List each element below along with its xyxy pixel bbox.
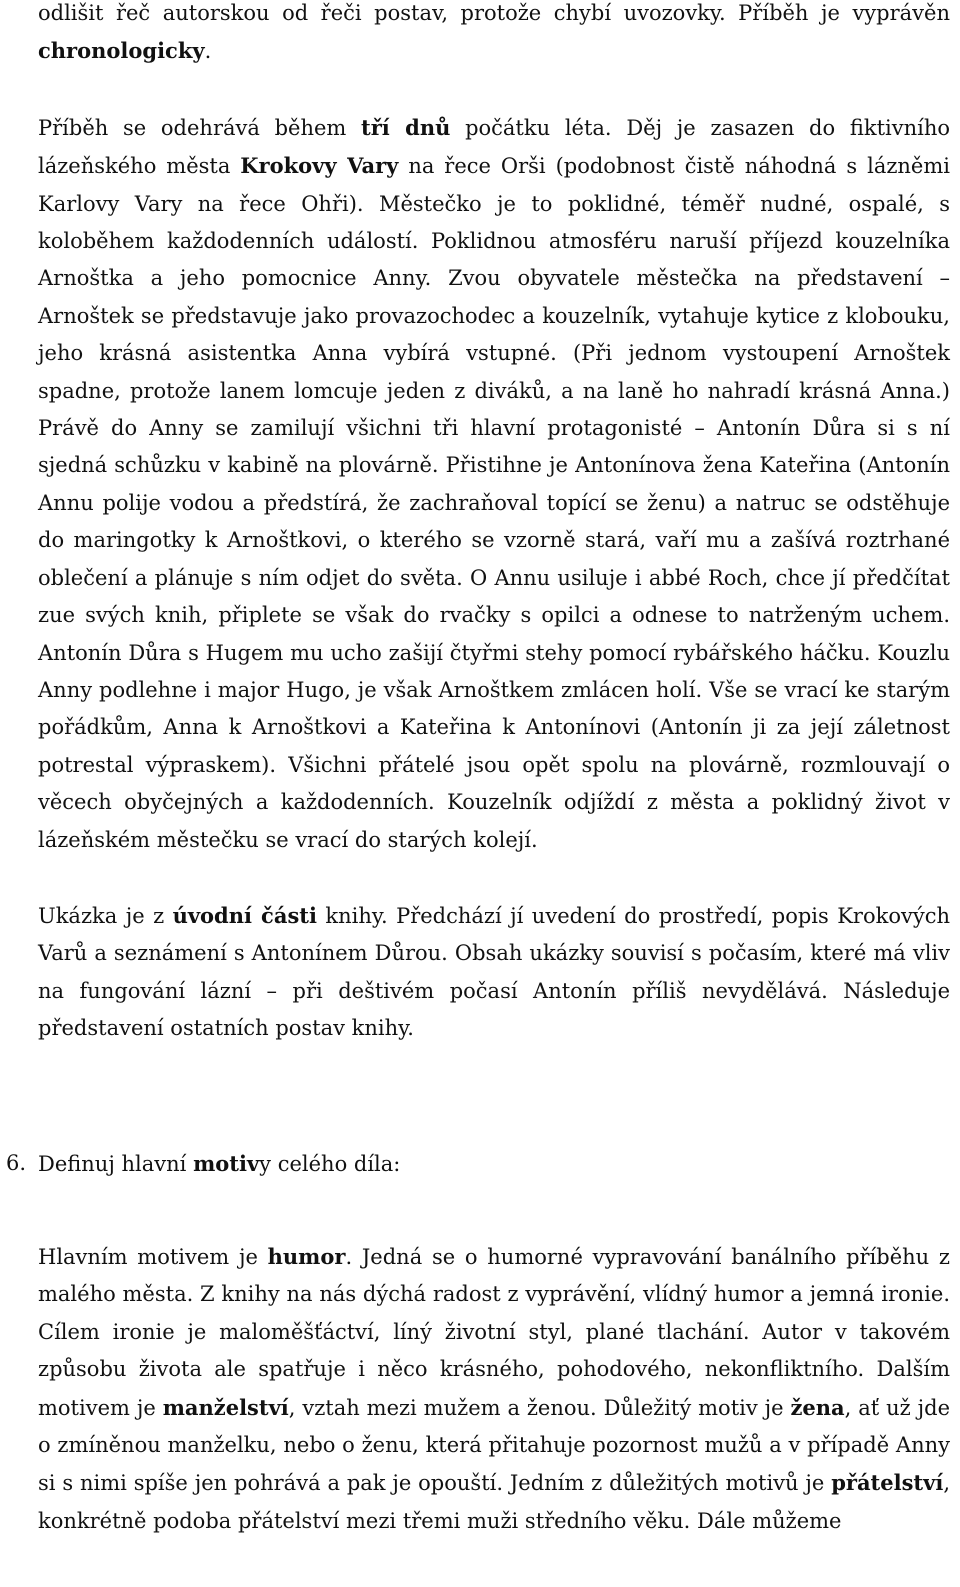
bold-term: motiv — [193, 1150, 260, 1176]
text: odlišit řeč autorskou od řeči postav, protože chybí uvozovky. Příběh je vyprávěn — [38, 1, 950, 25]
text: Ukázka je z — [38, 903, 173, 928]
text: Příběh se odehrává během — [38, 115, 362, 140]
bold-term: humor — [267, 1243, 346, 1269]
text: y celého díla: — [259, 1151, 401, 1176]
text: . — [204, 39, 212, 64]
text: Hlavním motivem je — [38, 1244, 268, 1269]
question-number: 6. — [6, 1150, 27, 1175]
text: , konkrétně podoba přátelství mezi třemi muži středního věku. Dále můžeme — [38, 1471, 950, 1533]
bold-term: Krokovy Vary — [240, 153, 399, 179]
bold-term: přátelství — [831, 1470, 944, 1496]
text: . Jedná se o humorné vypravování banálního příběhu z malého města. Z knihy na nás dýchá radost z vyprávění, vlídný humor a jemná ironie. Cílem ironie je maloměšťáctví, líný životní styl, plané tlachání. Autor v takovém způsobu života ale spatřuje i něco krásného, pohodového, nekonfliktního. Dalším motivem je — [38, 1244, 950, 1420]
paragraph-motifs — [38, 1238, 950, 1540]
paragraph-excerpt — [38, 897, 950, 1048]
document-page — [6, 0, 951, 1540]
bold-term: manželství — [162, 1394, 289, 1420]
text: knihy. Předchází jí uvedení do prostředí, popis Krokových Varů a seznámení s Antonínem Důrou. Obsah ukázky souvisí s počasím, které má vliv na fungování lázní – při deštivém počasí Antonín příliš nevydělává. Následuje představení ostatních postav knihy. — [38, 903, 950, 1041]
paragraph-narration — [38, 0, 950, 71]
paragraph-plot — [38, 109, 950, 859]
bold-term: úvodní části — [172, 902, 317, 928]
text: počátku léta. Děj je zasazen do fiktivního lázeňského města — [38, 115, 951, 179]
bold-term: žena — [790, 1394, 845, 1420]
text: , vztah mezi mužem a ženou. Důležitý motiv je — [288, 1395, 791, 1420]
text: Definuj hlavní — [38, 1151, 194, 1176]
bold-term: chronologicky — [38, 38, 205, 64]
question-6 — [6, 1145, 950, 1183]
text: , ať už jde o zmíněnou manželku, nebo o ženu, která přitahuje pozornost mužů a v případě Anny si s nimi spíše jen pohrává a pak je opouští. Jedním z důležitých motivů je — [38, 1395, 950, 1496]
bold-term: tří dnů — [361, 114, 451, 140]
text: na řece Orši (podobnost čistě náhodná s lázněmi Karlovy Vary na řece Ohři). Městečko je to poklidné, téměř nudné, ospalé, s koloběhem každodenních událostí. Poklidnou atmosféru naruší příjezd kouzelníka Arnoštka a jeho pomocnice Anny. Zvou obyvatele městečka na představení – Arnoštek se představuje jako provazochodec a kouzelník, vytahuje kytice z klobouku, jeho krásná asistentka Anna vybírá vstupné. (Při jednom vystoupení Arnoštek spadne, protože lanem lomcuje jeden z diváků, a na laně ho nahradí krásná Anna.) Právě do Anny se zamilují všichni tři hlavní protagonisté – Antonín Důra si s ní sjedná schůzku v kabině na plovárně. Přistihne je Antonínova žena Kateřina (Antonín Annu polije vodou a předstírá, že zachraňoval topící se ženu) a natruc se odstěhuje do maringotky k Arnoštkovi, o kterého se vzorně stará, vaří mu a zašívá roztrhané oblečení a plánuje s ním odjet do světa. O Annu usiluje i abbé Roch, chce jí předčítat zue svých knih, připlete se však do rvačky s opilci a odnese to natrženým uchem. Antonín Důra s Hugem mu ucho zašijí čtyřmi stehy pomocí rybářského háčku. Kouzlu Anny podlehne i major Hugo, je však Arnoštkem zmlácen holí. Vše se vrací ke starým pořádkům, Anna k Arnoštkovi a Kateřina k Antonínovi (Antonín ji za její záletnost potrestal výpraskem). Všichni přátelé jsou opět spolu na plovárně, rozmlouvají o věcech obyčejných a každodenních. Kouzelník odjíždí z města a poklidný život v lázeňském městečku se vrací do starých kolejí. — [38, 154, 950, 852]
